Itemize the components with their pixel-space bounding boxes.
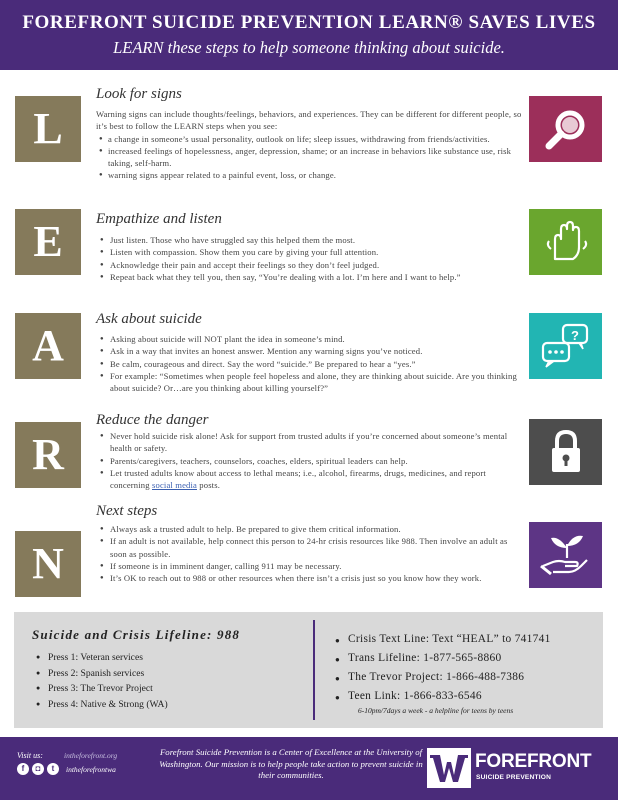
section-title-reduce: Reduce the danger <box>96 412 209 428</box>
list-item: ● Listen with compassion. Show them you care by giving your full attention. <box>96 246 524 258</box>
list-item: ● Asking about suicide will NOT plant the idea in someone’s mind. <box>96 333 524 345</box>
letter-n: N <box>15 531 81 597</box>
list-item: ● Parents/caregivers, teachers, counselors, coaches, elders, spiritual leaders can help. <box>96 455 524 467</box>
list-item <box>96 467 524 492</box>
resource-item: ● The Trevor Project: 1-866-488-7386 <box>332 668 551 687</box>
section-title-empathize: Empathize and listen <box>96 211 222 227</box>
lifeline-option: ● Press 2: Spanish services <box>34 666 168 682</box>
resource-item: ● Trans Lifeline: 1-877-565-8860 <box>332 649 551 668</box>
list-item: ● increased feelings of hopelessness, anger, depression, shame; or an increase in behaviors like substance use, risk taking, self-harm. <box>96 145 524 170</box>
lifeline-option: ● Press 3: The Trevor Project <box>34 681 168 697</box>
magnifying-glass-icon <box>529 96 602 162</box>
letter-r: R <box>15 422 81 488</box>
section-title-next: Next steps <box>96 503 158 519</box>
uw-w-logo-icon <box>427 748 471 788</box>
list-item: ● For example: “Sometimes when people feel hopeless and alone, they are thinking about suicide. Are you thinking about suicide? Or…are you thinking about killing yourself?” <box>96 370 524 395</box>
lifeline-options <box>34 650 168 712</box>
list-item: ● Just listen. Those who have struggled say this helped them the most. <box>96 234 524 246</box>
social-icons <box>17 763 59 775</box>
logo-subtitle: SUICIDE PREVENTION <box>476 774 552 781</box>
list-item: ● Be calm, courageous and direct. Say the word “suicide.” Be prepared to hear a “yes.” <box>96 358 524 370</box>
svg-text:?: ? <box>571 328 579 343</box>
hand-holding-sprout-icon <box>529 522 602 588</box>
padlock-icon <box>529 419 602 485</box>
list-item-text: Let trusted adults know about access to lethal means; i.e., alcohol, firearms, drugs, medicines, and report concerning <box>110 467 486 491</box>
crisis-resources-panel <box>14 612 603 728</box>
teen-link-note: 6-10pm/7days a week - a helpline for teens by teens <box>358 706 514 715</box>
raised-hand-icon <box>529 209 602 275</box>
lifeline-title: Suicide and Crisis Lifeline: 988 <box>32 627 241 642</box>
mission-statement: Forefront Suicide Prevention is a Center of Excellence at the University of Washington. Our mission is to help people take action to prevent suicide in their communities. <box>159 747 423 780</box>
social-media-link[interactable]: social media <box>152 480 197 491</box>
letter-l: L <box>15 96 81 162</box>
instagram-icon[interactable]: ◘ <box>32 763 44 775</box>
resource-item: ● Teen Link: 1-866-833-6546 <box>332 687 551 706</box>
forefront-logo <box>427 748 607 788</box>
panel-divider <box>313 620 315 720</box>
resource-item: ● Crisis Text Line: Text “HEAL” to 741741 <box>332 630 551 649</box>
list-item: ● Always ask a trusted adult to help. Be prepared to give them critical information. <box>96 523 524 535</box>
list-item: ● It’s OK to reach out to 988 or other resources when there isn’t a crisis just so you know how they work. <box>96 572 524 584</box>
page-title: FOREFRONT SUICIDE PREVENTION LEARN® SAVES LIVES <box>22 12 596 33</box>
list-item: ● If someone is in imminent danger, calling 911 may be necessary. <box>96 560 524 572</box>
header-banner <box>0 0 618 70</box>
section-title-ask: Ask about suicide <box>96 311 202 327</box>
social-handle: intheforefrontwa <box>66 765 116 774</box>
lifeline-column <box>14 612 309 728</box>
list-item: ● a change in someone’s usual personality, outlook on life; sleep issues, withdrawing from friends/activities. <box>96 133 524 145</box>
footer-banner <box>0 737 618 800</box>
list-item: ● Repeat back what they tell you, then say, “You’re dealing with a lot. I’m here and I want to help.” <box>96 271 524 283</box>
list-item: ● warning signs appear related to a painful event, loss, or change. <box>96 169 524 181</box>
section-intro-look: Warning signs can include thoughts/feelings, behaviors, and experiences. They can be different for different people, so it’s best to follow the LEARN steps when you see: <box>96 109 522 132</box>
page-subtitle: LEARN these steps to help someone thinking about suicide. <box>113 38 505 57</box>
twitter-icon[interactable]: t <box>47 763 59 775</box>
resources-column <box>320 612 603 728</box>
lifeline-option: ● Press 4: Native & Strong (WA) <box>34 697 168 713</box>
section-title-look: Look for signs <box>96 86 182 102</box>
letter-a: A <box>15 313 81 379</box>
list-item-suffix: posts. <box>197 480 221 491</box>
visit-label: Visit us: <box>17 751 43 760</box>
list-item: ● Acknowledge their pain and accept their feelings so they don’t feel judged. <box>96 259 524 271</box>
list-item: ● Never hold suicide risk alone! Ask for support from trusted adults if you’re concerned about someone’s mental health or safety. <box>96 430 524 455</box>
lifeline-option: ● Press 1: Veteran services <box>34 650 168 666</box>
speech-bubbles-icon <box>529 313 602 379</box>
letter-e: E <box>15 209 81 275</box>
logo-name: FOREFRONT <box>475 751 592 772</box>
facebook-icon[interactable]: f <box>17 763 29 775</box>
resource-list <box>332 630 551 706</box>
list-item: ● If an adult is not available, help connect this person to 24-hr crisis resources like 988. Then involve an adult as soon as possible. <box>96 535 524 560</box>
website-link[interactable]: intheforefront.org <box>64 751 118 760</box>
list-item: ● Ask in a way that invites an honest answer. Mention any warning signs you’ve noticed. <box>96 345 524 357</box>
